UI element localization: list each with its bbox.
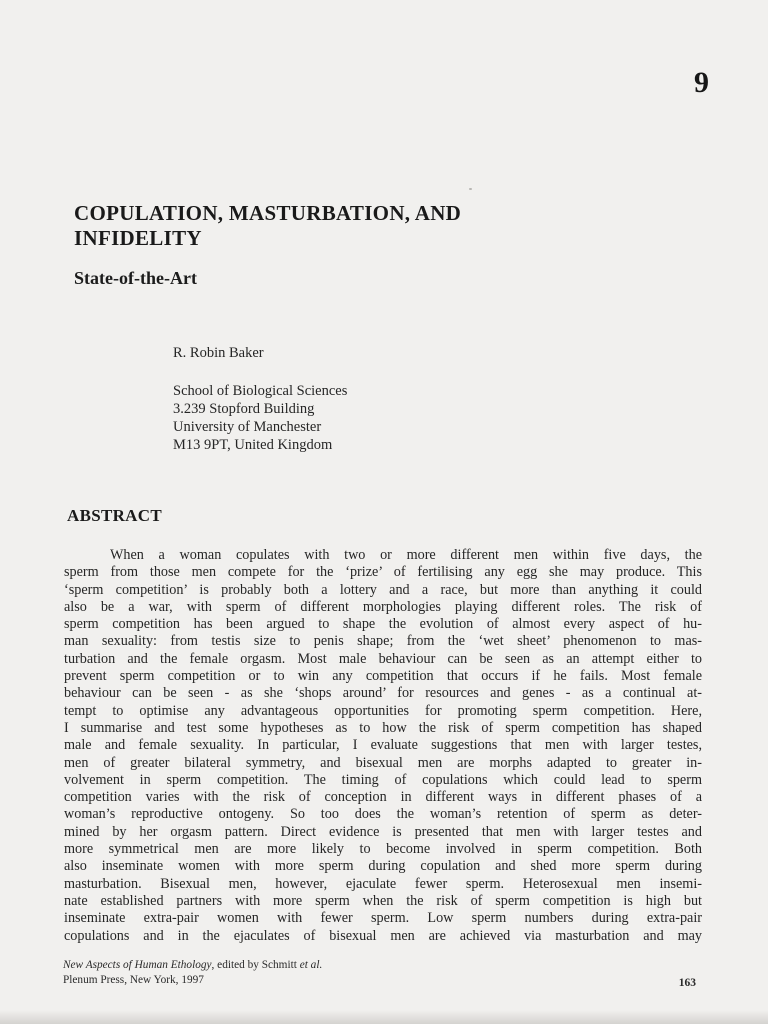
page-number: 163 (678, 977, 696, 989)
affiliation-line: M13 9PT, United Kingdom (173, 437, 333, 453)
abstract-line: turbation and the female orgasm. Most male behaviour can be seen as an attempt either to (64, 650, 702, 667)
abstract-line: behaviour can be seen - as she ‘shops around’ for resources and genes - as a continual at- (64, 685, 702, 702)
affiliation-line: University of Manchester (173, 419, 322, 435)
book-title: New Aspects of Human Ethology (63, 959, 212, 971)
abstract-line: volvement in sperm competition. The timing of copulations which could lead to sperm (64, 771, 702, 788)
abstract-line: more symmetrical men are more likely to become involved in sperm competition. Both (64, 841, 702, 858)
abstract-line: sperm competition has been argued to shape the evolution of almost every aspect of hu- (64, 616, 702, 633)
abstract-line: also inseminate women with more sperm during copulation and shed more sperm during (64, 858, 702, 875)
abstract-line: tempt to optimise any advantageous opportunities for promoting sperm competition. Here, (64, 702, 702, 719)
chapter-subtitle: State-of-the-Art (74, 268, 197, 288)
et-al: et al. (299, 959, 323, 971)
abstract-line: man sexuality: from testis size to penis shape; from the ‘wet sheet’ phenomenon to mas- (64, 633, 702, 650)
abstract-heading: ABSTRACT (67, 506, 162, 525)
chapter-number: 9 (694, 66, 710, 99)
publisher-line: Plenum Press, New York, 1997 (63, 974, 204, 986)
author-name: R. Robin Baker (173, 345, 264, 361)
affiliation-line: 3.239 Stopford Building (173, 401, 315, 417)
abstract-line: copulations and in the ejaculates of bisexual men are achieved via masturbation and may (64, 927, 702, 944)
abstract-line: When a woman copulates with two or more different men within five days, the (110, 547, 702, 563)
abstract-line: sperm from those men compete for the ‘prize’ of fertilising any egg she may produce. This (64, 564, 702, 581)
affiliation-line: School of Biological Sciences (173, 383, 348, 399)
abstract-line: masturbation. Bisexual men, however, ejaculate fewer sperm. Heterosexual men insemi- (64, 875, 702, 892)
abstract-body (64, 547, 702, 945)
abstract-line: I summarise and test some hypotheses as to how the risk of sperm competition has shaped (64, 719, 702, 736)
abstract-line: mined by her orgasm pattern. Direct evidence is presented that men with larger testes and (64, 823, 702, 840)
page-bottom-edge (0, 1010, 768, 1024)
author-block (173, 344, 347, 454)
abstract-line: competition varies with the risk of conception in different ways in different phases of a (64, 789, 702, 806)
chapter-title-line-1: COPULATION, MASTURBATION, AND (74, 201, 462, 225)
abstract-line: nate established partners with more sperm when the risk of sperm competition is high but (64, 892, 702, 909)
chapter-title (74, 201, 634, 251)
abstract-line: men of greater bilateral symmetry, and bisexual men are morphs adapted to greater in- (64, 754, 702, 771)
footer-citation (63, 958, 322, 988)
scan-speck (469, 188, 472, 190)
chapter-title-line-2: INFIDELITY (74, 226, 202, 250)
abstract-line: male and female sexuality. In particular, I evaluate suggestions that men with larger testes, (64, 737, 702, 754)
abstract-line: ‘sperm competition’ is probably both a lottery and a race, but more than anything it could (64, 581, 702, 598)
abstract-line: also be a war, with sperm of different morphologies playing different roles. The risk of (64, 598, 702, 615)
abstract-line: inseminate extra-pair women with fewer sperm. Low sperm numbers during extra-pair (64, 910, 702, 927)
abstract-line: prevent sperm competition or to win any competition that occurs if he fails. Most female (64, 668, 702, 685)
edited-by: , edited by Schmitt (211, 959, 300, 971)
abstract-line: woman’s reproductive ontogeny. So too does the woman’s retention of sperm as deter- (64, 806, 702, 823)
